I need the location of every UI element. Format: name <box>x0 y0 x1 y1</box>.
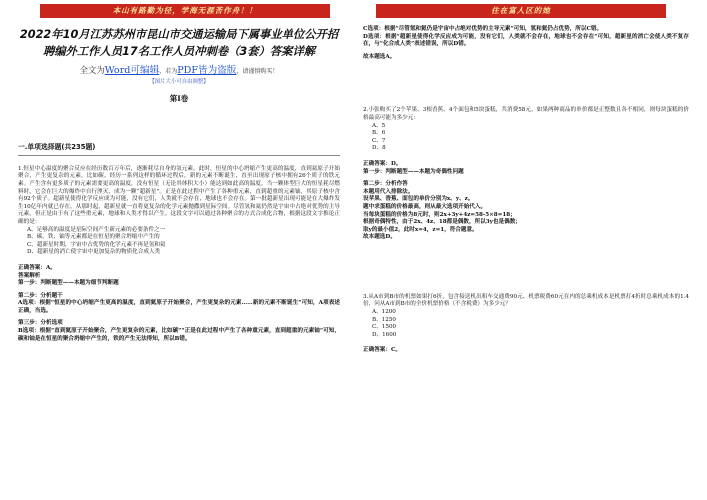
q1-option-c: C、超新星时期，宇宙中占优势的化学元素不再是氢和氦 <box>27 241 166 248</box>
q3-option-a: A、1200 <box>372 309 396 316</box>
image-size-tag: 【图片大小可自由调整】 <box>149 79 209 85</box>
q1-option-b: B、碳、铁、铀等元素都是在恒星的聚合坍缩中产生的 <box>27 234 160 241</box>
q1-option-c-analysis: C选项：根据“尽管氢和氦仍是宇宙中占绝对优势的主导元素”可知，氢和氦仍占优势，所以C错。 <box>363 26 603 32</box>
q1-analysis-label: 答案解析 <box>18 272 41 279</box>
q1-option-d: D、超新星的消亡使宇宙中更加复杂的物质化合成人类 <box>27 249 161 256</box>
q2-option-d: D、8 <box>372 145 386 152</box>
note-mid: ，若为 <box>159 68 178 75</box>
q1-conclusion: 故本题选A。 <box>363 53 396 60</box>
q2-line-5: 取y的最小值2，此时x=4，z=1，符合题意。 <box>363 226 478 233</box>
q1-step3-text: B选项：根据“直到氦原子开始聚合，产生更复杂的元素，比如碳”“正是在此过程中产生了各种重元素，直到超重的元素铀”可知，碳和铀是在恒星的聚合坍缩中产生的，铁的产生无法得知，所以B错。 <box>18 328 340 342</box>
q2-option-c: C、7 <box>372 137 386 144</box>
top-banner-left: 本山有路勤为径，学海无涯苦作舟！！ <box>40 4 330 18</box>
document-title: 2022年10月江苏苏州市昆山市交通运输局下属事业单位公开招聘编外工作人员17名工作人员冲刺卷（3套）答案详解 <box>19 28 339 58</box>
q3-answer: 正确答案：C。 <box>363 347 402 354</box>
q1-step2-text: A选项：根据“恒星的中心坍缩产生更高的温度，直到氦原子开始聚合，产生更复杂的元素……新的元素不断诞生”可知，A项表述正确，当选。 <box>18 300 340 314</box>
q2-option-b: B、6 <box>372 130 386 137</box>
q1-stem: 1.恒星中心温度的聚合反应在经历数百万年后，逐渐耗尽自身的氢元素。此时，恒星的中心坍缩产生更高的温度，直到氦原子开始聚合，产生更复杂的元素，比如碳。经历一系列这样的循环过程后，新的元素不断诞生，直至出现原子核中拥有26个质子的铁元素。产生含有更多质子的元素需要更高的温度，没有恒星（无论其体积大小）能达到如此高的温度。当一颗体型巨大的恒星耗尽燃料时，它会在巨大的爆炸中自行湮灭，成为一颗“超新星”。正是在此过程中产生了各种重元素，直到超重的元素铀，其原子核中含有92个质子。超新星使得化学反应成为可能，没有它们，人类就不会存在，地球也不会存在。第一批超新星出现可能是在大爆炸发生10亿年内就已存在，从那时起，超新星就一直将更复杂的化学元素抛撒到星际空间。尽管氢和氦仍然是宇宙中占绝对优势的主导元素，但正是由于有了这些重元素，地球和人类才得以产生。这段文字可以通过各种聚合的方式合成化合物，根据这段文字推论正确的是： <box>18 165 340 225</box>
q2-conclusion: 故本题选D。 <box>363 234 396 241</box>
q2-line-2: 题中求蛋糕的价格最高，则从最大选项开始代入。 <box>363 203 487 210</box>
q1-step3-title: 第三步：分析选项 <box>18 320 63 327</box>
q2-line-1: 设苹果、香蕉、面包的单价分别为x、y、z。 <box>363 196 474 203</box>
top-banner-right: 住在富人区的她 <box>376 4 666 18</box>
q1-option-a: A、足够高的温度是星际空间产生新元素的必要条件之一 <box>27 226 166 233</box>
note-suffix: ，请谨慎购买！ <box>236 68 279 75</box>
q2-step2-title: 第二步：分析作答 <box>363 181 408 188</box>
q1-step1: 第一步：判断题型——本题为细节判断题 <box>18 280 119 287</box>
q2-line-4: 根据奇偶特性，由于2x、4z、18都是偶数，所以3y也是偶数； <box>363 219 521 226</box>
copyright-note <box>18 65 340 77</box>
q2-answer: 正确答案：D。 <box>363 160 402 167</box>
volume-heading: 第Ⅰ卷 <box>169 93 189 103</box>
q3-option-b: B、1250 <box>372 316 396 323</box>
q2-method: 本题用代入排除法。 <box>363 188 414 195</box>
q3-option-d: D、1600 <box>372 331 397 338</box>
q2-line-3: 当每块蛋糕的价格为8元时，则2x+3y+4z=58-5×8=18； <box>363 211 516 218</box>
q2-step1: 第一步：判断题型——本题为奇偶性问题 <box>363 168 464 175</box>
section-heading: 一.单项选择题(共235题) <box>18 143 96 152</box>
q1-step2-title: 第二步：分析题干 <box>18 292 63 299</box>
note-prefix: 全文为 <box>79 65 105 75</box>
right-column <box>363 26 689 355</box>
q3-option-c: C、1500 <box>372 324 397 331</box>
word-editable-link[interactable]: Word可编辑 <box>104 65 160 76</box>
q2-option-a: A、5 <box>372 122 386 129</box>
section-divider <box>18 155 340 156</box>
pdf-piracy-link[interactable]: PDF皆为盗版 <box>177 65 237 76</box>
q3-stem: 3.从A市到B市的机票如果打6折，包含接送机出租车交通费90元、机票税费60元在内的总乘机成本是机票打4折时总乘机成本的1.4倍，问从A市到B市的全价机票价格（不含税费）为多少元？ <box>363 293 689 308</box>
q2-stem: 2.小张购买了2个苹果、3根香蕉、4个面包和5块蛋糕，共消费58元。如果两种商品的单价都是正整数且各不相同，则每块蛋糕的价格最高可能为多少元： <box>363 107 689 121</box>
left-column <box>18 26 340 343</box>
q1-answer: 正确答案：A。 <box>18 264 56 271</box>
q1-option-d-analysis: D选项：根据“超新星使得化学反应成为可能，没有它们，人类就不会存在，地球也不会存在”可知，超新星的消亡会使人类不复存在，与“化合成人类”表述错误，所以D错。 <box>363 33 689 48</box>
